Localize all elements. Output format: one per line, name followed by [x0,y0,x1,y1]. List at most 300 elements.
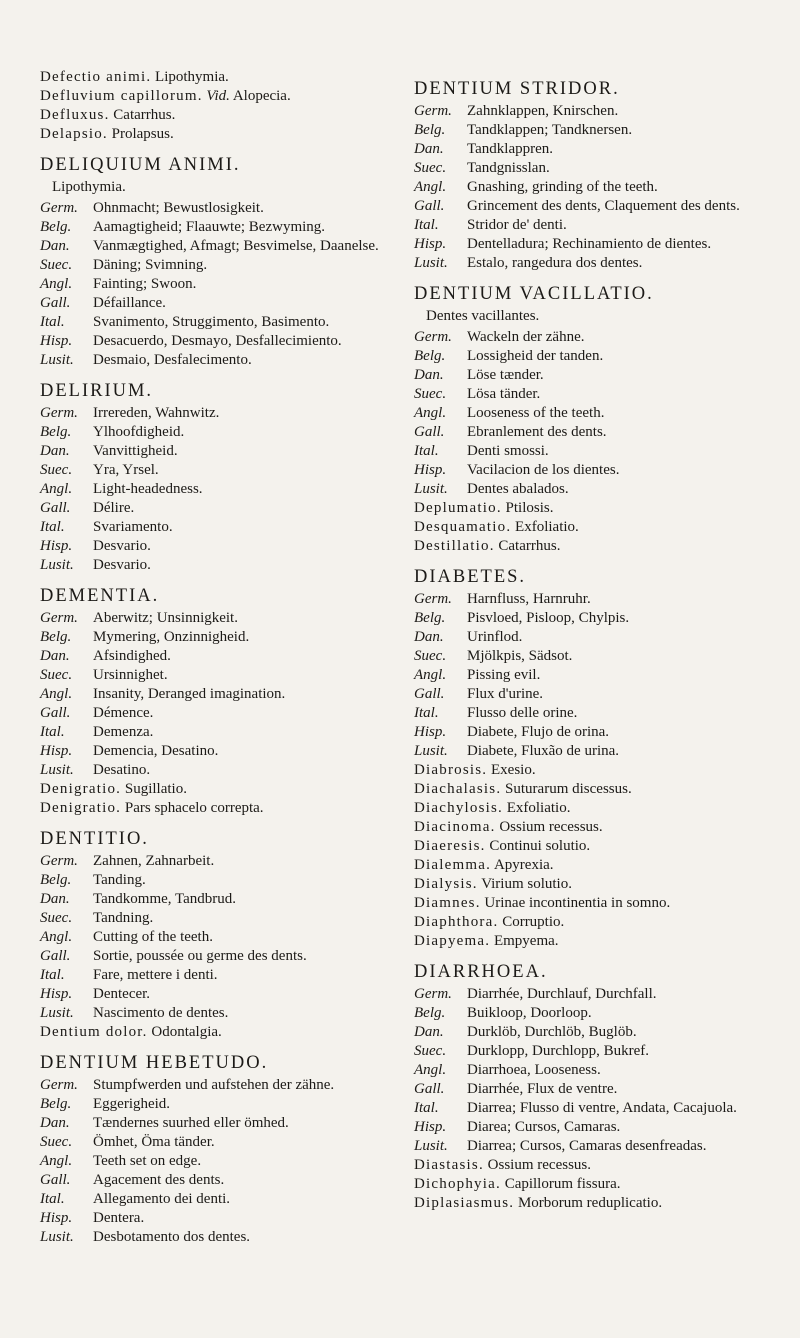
language-abbrev: Lusit. [40,1005,74,1021]
translation-row [414,178,772,197]
language-abbrev: Gall. [414,424,445,440]
translation-text: Demencia, Desatino. [93,743,219,759]
translation-row [40,685,398,704]
translation-row [414,985,772,1004]
translation-row [414,140,772,159]
headword: Diapyema. [414,933,491,949]
language-abbrev: Ital. [40,724,65,740]
language-abbrev: Hisp. [40,333,73,349]
translation-text: Allegamento dei denti. [93,1191,231,1207]
translation-text: Harnfluss, Harnruhr. [467,591,591,607]
translation-text: Teeth set on edge. [93,1153,202,1169]
headword: Diaeresis. [414,838,486,854]
language-abbrev: Angl. [414,1062,447,1078]
cross-reference-block [414,499,772,556]
language-abbrev: Belg. [414,1005,446,1021]
translation-text: Estalo, rangedura dos dentes. [467,255,643,271]
entry-heading: DELIRIUM. [40,381,154,401]
language-abbrev: Ital. [414,443,439,459]
cross-reference-line [40,68,398,87]
reference-text: Ptilosis. [501,500,554,516]
language-abbrev: Dan. [40,443,70,459]
language-abbrev: Angl. [40,1153,73,1169]
language-abbrev: Suec. [40,667,73,683]
entry-synonym: Lipothymia. [52,179,126,195]
translation-row [40,1004,398,1023]
translation-text: Mymering, Onzinnigheid. [93,629,250,645]
translation-text: Ohnmacht; Bewustlosigkeit. [93,200,264,216]
reference-text: Sugillatio. [121,781,187,797]
language-abbrev: Belg. [40,219,72,235]
language-abbrev: Lusit. [414,743,448,759]
translation-text: Tandgnisslan. [467,160,550,176]
translation-text: Tandning. [93,910,154,926]
headword: Delapsio. [40,126,108,142]
language-abbrev: Belg. [414,348,446,364]
reference-text: Catarrhus. [494,538,561,554]
translation-row [40,442,398,461]
headword: Defectio animi. [40,69,152,85]
entry-block [40,380,398,575]
headword: Diacinoma. [414,819,496,835]
headword: Diaphthora. [414,914,499,930]
language-abbrev: Hisp. [40,986,73,1002]
translation-row [414,1004,772,1023]
headword: Defluvium capillorum. [40,88,203,104]
language-abbrev: Ital. [414,217,439,233]
translation-row [40,499,398,518]
reference-text: Suturarum discessus. [501,781,632,797]
language-abbrev: Lusit. [40,557,74,573]
translation-text: Diarrea; Flusso di ventre, Andata, Cacajuola. [467,1100,737,1116]
translation-text: Dentecer. [93,986,151,1002]
translation-row [40,666,398,685]
translation-text: Desbotamento dos dentes. [93,1229,251,1245]
cross-reference-line [40,106,398,125]
translation-text: Pissing evil. [467,667,541,683]
translation-text: Diarrhée, Flux de ventre. [467,1081,618,1097]
translation-row [40,1209,398,1228]
cross-reference-line [414,499,772,518]
translation-row [40,742,398,761]
translation-text: Stumpfwerden und aufstehen der zähne. [93,1077,335,1093]
cross-reference-line [414,913,772,932]
reference-text: Continui solutio. [485,838,591,854]
translation-text: Cutting of the teeth. [93,929,213,945]
cross-reference-block [40,1023,398,1042]
language-abbrev: Lusit. [414,481,448,497]
translation-text: Tandklappen; Tandknersen. [467,122,633,138]
headword: Denigratio. [40,781,122,797]
headword: Diabrosis. [414,762,488,778]
language-abbrev: Dan. [40,891,70,907]
reference-text: Corruptio. [498,914,565,930]
entry-block [40,828,398,1023]
language-abbrev: Gall. [40,500,71,516]
translation-text: Zahnen, Zahnarbeit. [93,853,215,869]
translation-row [40,332,398,351]
reference-text: Lipothymia. [151,69,229,85]
translation-row [40,1076,398,1095]
language-abbrev: Suec. [414,160,447,176]
language-abbrev: Ital. [414,1100,439,1116]
translation-text: Tandklappren. [467,141,554,157]
translation-text: Lossigheid der tanden. [467,348,604,364]
language-abbrev: Suec. [40,257,73,273]
language-abbrev: Hisp. [40,538,73,554]
translation-text: Défaillance. [93,295,166,311]
translation-text: Sortie, poussée ou germe des dents. [93,948,307,964]
language-abbrev: Germ. [40,610,78,626]
translation-text: Tanding. [93,872,146,888]
language-abbrev: Suec. [414,648,447,664]
translation-text: Lösa tänder. [467,386,541,402]
language-abbrev: Suec. [40,462,73,478]
language-abbrev: Angl. [40,276,73,292]
translation-row [414,216,772,235]
translation-row [40,628,398,647]
translation-row [40,1133,398,1152]
cross-reference-block [414,1156,772,1213]
translation-text: Svanimento, Struggimento, Basimento. [93,314,330,330]
translation-row [414,647,772,666]
language-abbrev: Lusit. [414,1138,448,1154]
language-abbrev: Dan. [414,1024,444,1040]
headword: Dichophyia. [414,1176,501,1192]
translation-text: Zahnklappen, Knirschen. [467,103,619,119]
translation-text: Svariamento. [93,519,173,535]
reference-text: Exfoliatio. [511,519,579,535]
translation-text: Diarrea; Cursos, Camaras desenfreadas. [467,1138,707,1154]
language-abbrev: Ital. [40,1191,65,1207]
reference-text: Catarrhus. [109,107,176,123]
translation-row [414,666,772,685]
translation-row [40,256,398,275]
reference-text: Urinae incontinentia in somno. [480,895,671,911]
cross-reference-line [414,537,772,556]
translation-row [40,1171,398,1190]
translation-text: Buikloop, Doorloop. [467,1005,592,1021]
translation-text: Denti smossi. [467,443,549,459]
translation-text: Aamagtigheid; Flaauwte; Bezwyming. [93,219,326,235]
language-abbrev: Ital. [40,967,65,983]
translation-row [40,1095,398,1114]
language-abbrev: Germ. [40,853,78,869]
language-abbrev: Dan. [414,629,444,645]
translation-text: Desvario. [93,557,151,573]
translation-text: Grincement des dents, Claquement des dents. [467,198,740,214]
language-abbrev: Lusit. [40,352,74,368]
translation-row [414,347,772,366]
translation-row [40,1114,398,1133]
translation-row [40,480,398,499]
translation-row [40,1228,398,1247]
translation-text: Desmaio, Desfalecimento. [93,352,252,368]
translation-text: Dentelladura; Rechinamiento de dientes. [467,236,712,252]
translation-text: Irrereden, Wahnwitz. [93,405,220,421]
entry-heading: DENTIUM STRIDOR. [414,79,620,99]
cross-reference-line [40,799,398,818]
translation-text: Desatino. [93,762,151,778]
headword: Diamnes. [414,895,481,911]
language-abbrev: Suec. [414,386,447,402]
entry-heading: DIABETES. [414,567,527,587]
translation-text: Desvario. [93,538,151,554]
translation-row [40,351,398,370]
translation-row [414,385,772,404]
reference-text: Capillorum fissura. [500,1176,621,1192]
translation-text: Délire. [93,500,135,516]
cross-reference-block [40,780,398,818]
translation-text: Diabete, Fluxão de urina. [467,743,620,759]
translation-row [414,102,772,121]
language-abbrev: Hisp. [40,743,73,759]
language-abbrev: Belg. [40,872,72,888]
translation-row [414,442,772,461]
translation-row [40,199,398,218]
language-abbrev: Lusit. [40,762,74,778]
translation-row [414,480,772,499]
translation-text: Ömhet, Öma tänder. [93,1134,215,1150]
language-abbrev: Belg. [40,629,72,645]
reference-text: Exesio. [487,762,536,778]
translation-text: Dentes abalados. [467,481,569,497]
language-abbrev: Angl. [40,686,73,702]
cross-reference-line [40,125,398,144]
cross-reference-line [414,780,772,799]
cross-reference-block [40,68,398,144]
translation-row [414,704,772,723]
translation-text: Flux d'urine. [467,686,544,702]
language-abbrev: Germ. [40,200,78,216]
language-abbrev: Germ. [414,329,452,345]
translation-text: Vanvittigheid. [93,443,178,459]
language-abbrev: Dan. [40,1115,70,1131]
language-abbrev: Suec. [40,910,73,926]
translation-text: Dentera. [93,1210,145,1226]
translation-text: Diarrhée, Durchlauf, Durchfall. [467,986,657,1002]
reference-text: Pars sphacelo correpta. [121,800,264,816]
translation-row [414,1118,772,1137]
language-abbrev: Belg. [414,122,446,138]
headword: Diachalasis. [414,781,502,797]
translation-row [414,628,772,647]
language-abbrev: Angl. [40,929,73,945]
translation-text: Vacilacion de los dientes. [467,462,620,478]
headword: Diastasis. [414,1157,484,1173]
language-abbrev: Gall. [414,198,445,214]
language-abbrev: Angl. [414,667,447,683]
language-abbrev: Ital. [414,705,439,721]
translation-row [40,852,398,871]
translation-text: Mjölkpis, Sädsot. [467,648,573,664]
entry-heading: DENTIUM VACILLATIO. [414,284,654,304]
cross-reference-line [40,780,398,799]
language-abbrev: Germ. [40,405,78,421]
translation-row [414,404,772,423]
entry-block [414,78,772,273]
cross-reference-line [40,87,398,106]
language-abbrev: Gall. [40,1172,71,1188]
reference-text: Empyema. [490,933,559,949]
reference-text: Odontalgia. [147,1024,222,1040]
language-abbrev: Belg. [40,424,72,440]
translation-row [40,609,398,628]
translation-row [414,742,772,761]
headword: Diachylosis. [414,800,503,816]
translation-text: Diarea; Cursos, Camaras. [467,1119,621,1135]
translation-row [40,928,398,947]
translation-text: Ursinnighet. [93,667,168,683]
translation-row [414,121,772,140]
entry-block [40,585,398,780]
translation-text: Diarrhoea, Looseness. [467,1062,601,1078]
reference-text: Morborum reduplicatio. [514,1195,663,1211]
translation-text: Vanmægtighed, Afmagt; Besvimelse, Daanelse. [93,238,379,254]
language-abbrev: Dan. [40,238,70,254]
language-abbrev: Hisp. [414,724,447,740]
cross-reference-line [414,799,772,818]
translation-row [414,159,772,178]
translation-text: Looseness of the teeth. [467,405,605,421]
translation-text: Däning; Svimning. [93,257,208,273]
translation-row [40,313,398,332]
translation-row [414,1023,772,1042]
translation-row [414,1061,772,1080]
translation-row [414,461,772,480]
translation-row [40,647,398,666]
translation-text: Diabete, Flujo de orina. [467,724,610,740]
headword: Defluxus. [40,107,110,123]
language-abbrev: Lusit. [414,255,448,271]
headword: Dentium dolor. [40,1024,148,1040]
entry-block [414,566,772,761]
reference-text: Ossium recessus. [495,819,603,835]
translation-row [40,909,398,928]
language-abbrev: Ital. [40,314,65,330]
language-abbrev: Angl. [40,481,73,497]
translation-row [40,723,398,742]
headword: Diplasiasmus. [414,1195,515,1211]
translation-row [40,556,398,575]
translation-row [414,1042,772,1061]
translation-text: Tændernes suurhed eller ömhed. [93,1115,289,1131]
language-abbrev: Suec. [414,1043,447,1059]
reference-text: Alopecia. [229,88,291,104]
translation-row [40,985,398,1004]
language-abbrev: Hisp. [414,462,447,478]
cross-reference-line [40,1023,398,1042]
entry-synonym: Dentes vacillantes. [426,308,540,324]
entry-block [40,154,398,370]
right-column [414,68,772,1338]
cross-reference-line [414,875,772,894]
translation-row [414,328,772,347]
translation-text: Stridor de' denti. [467,217,567,233]
language-abbrev: Germ. [414,103,452,119]
translation-row [414,254,772,273]
headword: Destillatio. [414,538,495,554]
translation-text: Insanity, Deranged imagination. [93,686,286,702]
translation-text: Löse tænder. [467,367,544,383]
translation-row [414,609,772,628]
translation-text: Yra, Yrsel. [93,462,159,478]
headword: Desquamatio. [414,519,512,535]
translation-row [40,947,398,966]
translation-row [40,518,398,537]
translation-text: Urinflod. [467,629,523,645]
language-abbrev: Germ. [40,1077,78,1093]
language-abbrev: Germ. [414,986,452,1002]
entry-heading: DIARRHOEA. [414,962,548,982]
headword: Denigratio. [40,800,122,816]
translation-text: Agacement des dents. [93,1172,225,1188]
translation-row [414,1137,772,1156]
translation-row [414,197,772,216]
reference-text: Ossium recessus. [483,1157,591,1173]
entry-block [414,283,772,499]
language-abbrev: Hisp. [414,1119,447,1135]
translation-row [40,1190,398,1209]
language-abbrev: Dan. [40,648,70,664]
translation-text: Aberwitz; Unsinnigkeit. [93,610,238,626]
entry-heading: DENTIUM HEBETUDO. [40,1053,269,1073]
translation-row [40,423,398,442]
translation-row [40,275,398,294]
translation-text: Light-headedness. [93,481,203,497]
cross-reference-line [414,1175,772,1194]
translation-text: Gnashing, grinding of the teeth. [467,179,658,195]
translation-row [40,218,398,237]
cross-reference-line [414,894,772,913]
translation-text: Desacuerdo, Desmayo, Desfallecimiento. [93,333,342,349]
entry-heading: DENTITIO. [40,829,149,849]
translation-row [414,685,772,704]
language-abbrev: Dan. [414,141,444,157]
entry-heading: DEMENTIA. [40,586,160,606]
translation-text: Durklöb, Durchlöb, Buglöb. [467,1024,637,1040]
translation-row [414,590,772,609]
translation-text: Flusso delle orine. [467,705,578,721]
translation-row [40,761,398,780]
reference-text: Virium solutio. [477,876,572,892]
language-abbrev: Gall. [40,295,71,311]
translation-text: Démence. [93,705,154,721]
cross-reference-line [414,837,772,856]
entry-heading: DELIQUIUM ANIMI. [40,155,241,175]
cross-reference-line [414,932,772,951]
translation-row [40,237,398,256]
language-abbrev: Angl. [414,405,447,421]
reference-text: Exfoliatio. [502,800,571,816]
translation-row [40,404,398,423]
translation-row [414,366,772,385]
cross-reference-line [414,518,772,537]
cross-reference-line [414,856,772,875]
translation-text: Tandkomme, Tandbrud. [93,891,237,907]
cross-reference-line [414,818,772,837]
language-abbrev: Dan. [414,367,444,383]
translation-text: Pisvloed, Pisloop, Chylpis. [467,610,630,626]
language-abbrev: Gall. [414,1081,445,1097]
translation-row [40,537,398,556]
translation-row [414,1099,772,1118]
language-abbrev: Gall. [414,686,445,702]
translation-text: Fainting; Swoon. [93,276,197,292]
translation-row [414,235,772,254]
translation-text: Demenza. [93,724,154,740]
entry-block [414,961,772,1156]
